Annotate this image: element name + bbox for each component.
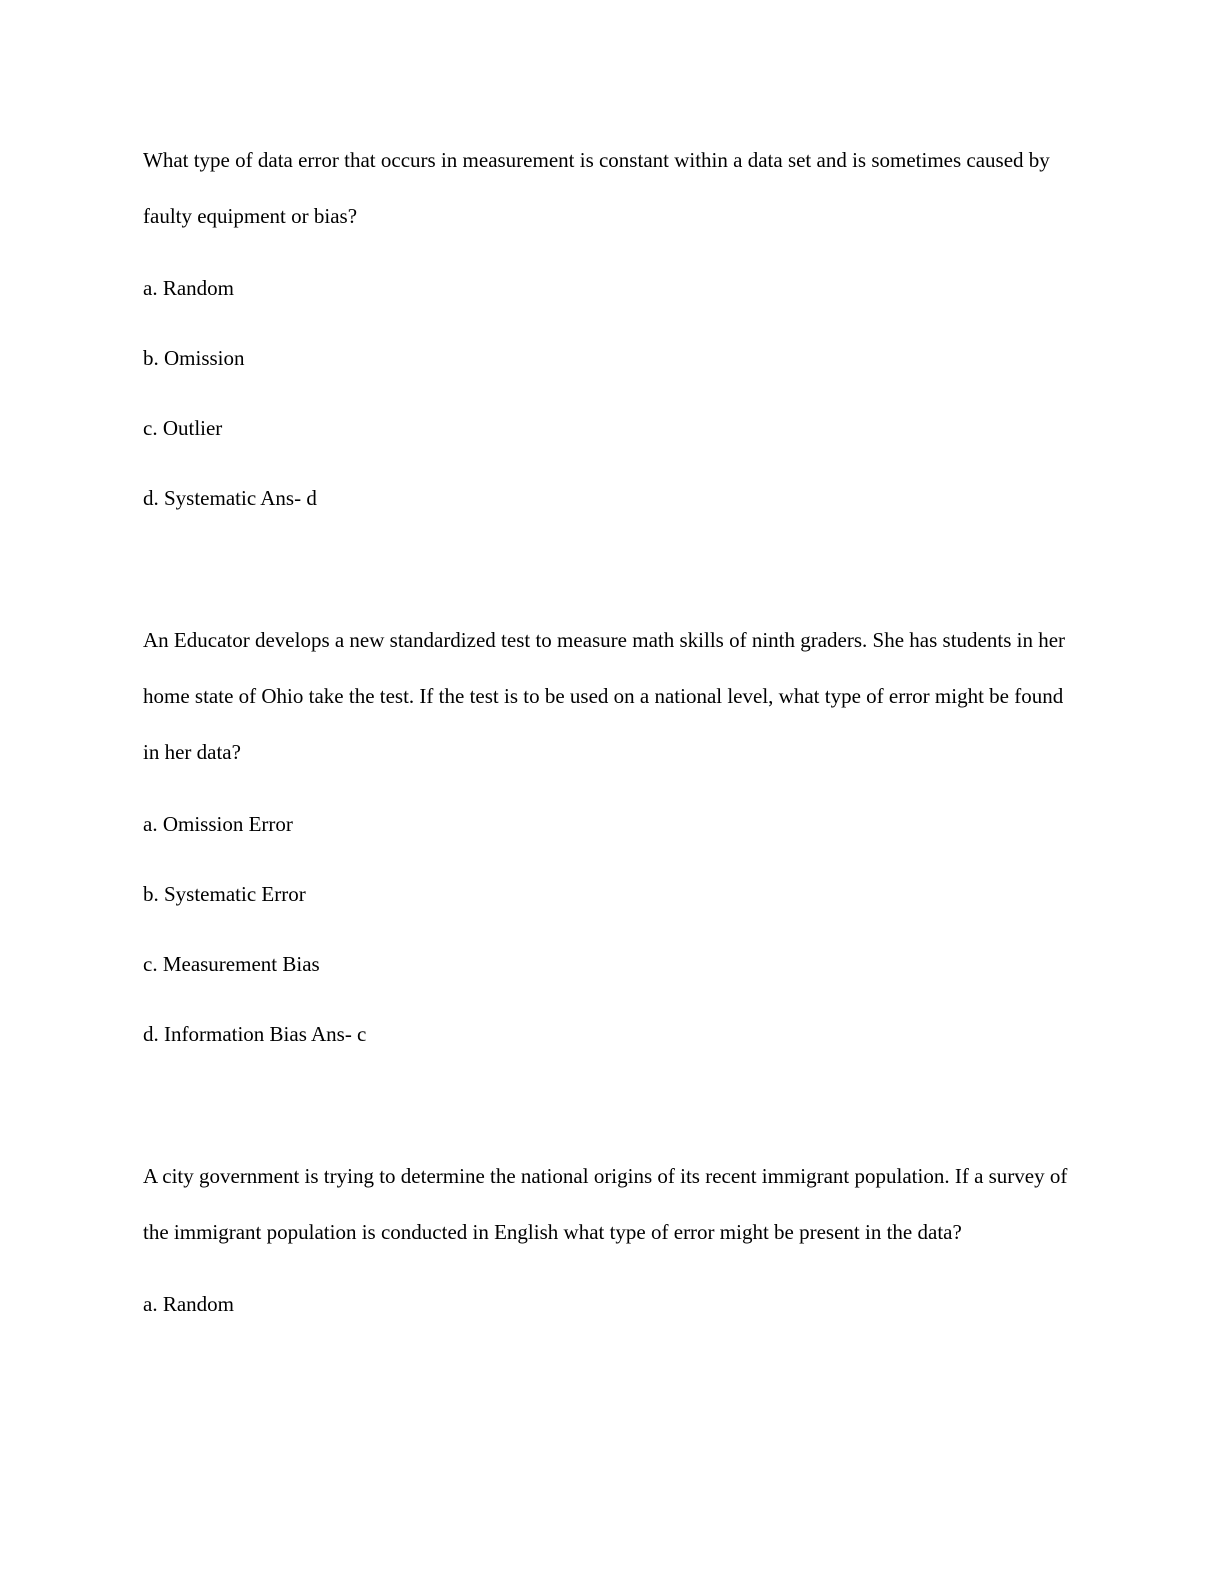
answer-option: c. Measurement Bias: [143, 952, 320, 976]
question-text: An Educator develops a new standardized test to measure math skills of ninth graders. She has students in her home state of Ohio take the test. If the test is to be used on a national level, what type of error might be found in her data?: [143, 628, 1066, 764]
answer-option: a. Omission Error: [143, 812, 293, 836]
question-text: A city government is trying to determine the national origins of its recent immigrant population. If a survey of the immigrant population is conducted in English what type of error might be present in the data?: [143, 1164, 1068, 1244]
answer-option: d. Systematic Ans- d: [143, 486, 317, 510]
answer-option: c. Outlier: [143, 416, 223, 440]
answer-option: b. Systematic Error: [143, 882, 306, 906]
document-content: [143, 132, 1083, 1332]
question-block-2: [143, 612, 1083, 1062]
answer-option: a. Random: [143, 1292, 234, 1316]
question-block-3: [143, 1148, 1083, 1332]
answer-option: b. Omission: [143, 346, 245, 370]
answer-option: d. Information Bias Ans- c: [143, 1022, 367, 1046]
question-text: What type of data error that occurs in measurement is constant within a data set and is sometimes caused by faulty equipment or bias?: [143, 148, 1050, 228]
answer-option: a. Random: [143, 276, 234, 300]
question-block-1: [143, 132, 1083, 526]
